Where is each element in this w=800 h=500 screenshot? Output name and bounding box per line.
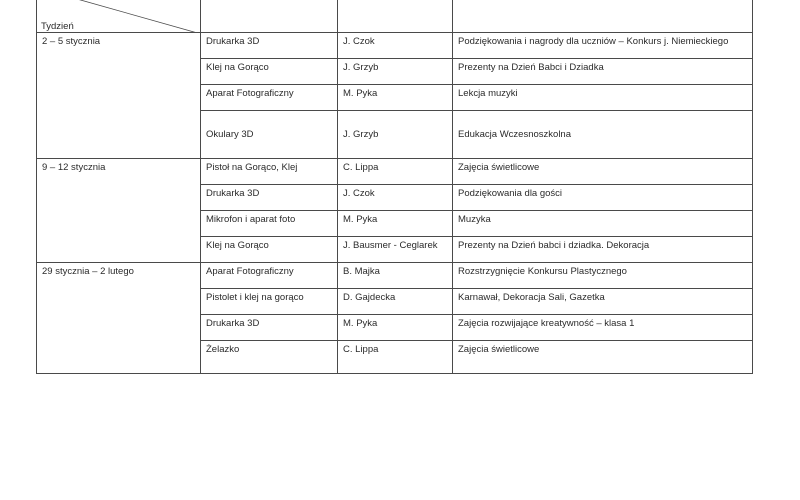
equipment-cell: Klej na Gorąco [201, 59, 338, 85]
equipment-cell: Drukarka 3D [201, 315, 338, 341]
purpose-cell: Prezenty na Dzień Babci i Dziadka [453, 59, 753, 85]
purpose-cell: Muzyka [453, 211, 753, 237]
person-cell: B. Majka [338, 263, 453, 289]
week-cell: 9 – 12 stycznia [37, 159, 201, 263]
person-cell: J. Grzyb [338, 111, 453, 159]
header-week-cell [37, 0, 201, 33]
purpose-cell: Podziękowania i nagrody dla uczniów – Konkurs j. Niemieckiego [453, 33, 753, 59]
person-cell: J. Grzyb [338, 59, 453, 85]
purpose-cell: Lekcja muzyki [453, 85, 753, 111]
person-cell: J. Czok [338, 185, 453, 211]
person-cell: C. Lippa [338, 159, 453, 185]
equipment-cell: Żelazko [201, 341, 338, 374]
header-person-cell [338, 0, 453, 33]
person-cell: M. Pyka [338, 85, 453, 111]
table-row [37, 159, 753, 185]
person-cell: D. Gajdecka [338, 289, 453, 315]
equipment-cell: Pistolet i klej na gorąco [201, 289, 338, 315]
header-equipment-cell [201, 0, 338, 33]
purpose-cell: Edukacja Wczesnoszkolna [453, 111, 753, 159]
header-week-label: Tydzień [41, 21, 74, 32]
purpose-cell: Podziękowania dla gości [453, 185, 753, 211]
purpose-cell: Prezenty na Dzień babci i dziadka. Dekoracja [453, 237, 753, 263]
equipment-cell: Drukarka 3D [201, 185, 338, 211]
equipment-cell: Aparat Fotograficzny [201, 85, 338, 111]
purpose-cell: Zajęcia rozwijające kreatywność – klasa 1 [453, 315, 753, 341]
equipment-cell: Okulary 3D [201, 111, 338, 159]
purpose-cell: Karnawał, Dekoracja Sali, Gazetka [453, 289, 753, 315]
table-row [37, 263, 753, 289]
equipment-cell: Pistoł na Gorąco, Klej [201, 159, 338, 185]
person-cell: M. Pyka [338, 211, 453, 237]
purpose-cell: Zajęcia świetlicowe [453, 341, 753, 374]
person-cell: C. Lippa [338, 341, 453, 374]
equipment-cell: Drukarka 3D [201, 33, 338, 59]
person-cell: J. Bausmer - Ceglarek [338, 237, 453, 263]
equipment-cell: Aparat Fotograficzny [201, 263, 338, 289]
header-purpose-cell [453, 0, 753, 33]
week-cell: 29 stycznia – 2 lutego [37, 263, 201, 374]
week-cell: 2 – 5 stycznia [37, 33, 201, 159]
table-row [37, 33, 753, 59]
purpose-cell: Zajęcia świetlicowe [453, 159, 753, 185]
table-header-row [37, 0, 753, 33]
person-cell: M. Pyka [338, 315, 453, 341]
person-cell: J. Czok [338, 33, 453, 59]
purpose-cell: Rozstrzygnięcie Konkursu Plastycznego [453, 263, 753, 289]
equipment-cell: Klej na Gorąco [201, 237, 338, 263]
equipment-cell: Mikrofon i aparat foto [201, 211, 338, 237]
schedule-table [36, 0, 753, 374]
